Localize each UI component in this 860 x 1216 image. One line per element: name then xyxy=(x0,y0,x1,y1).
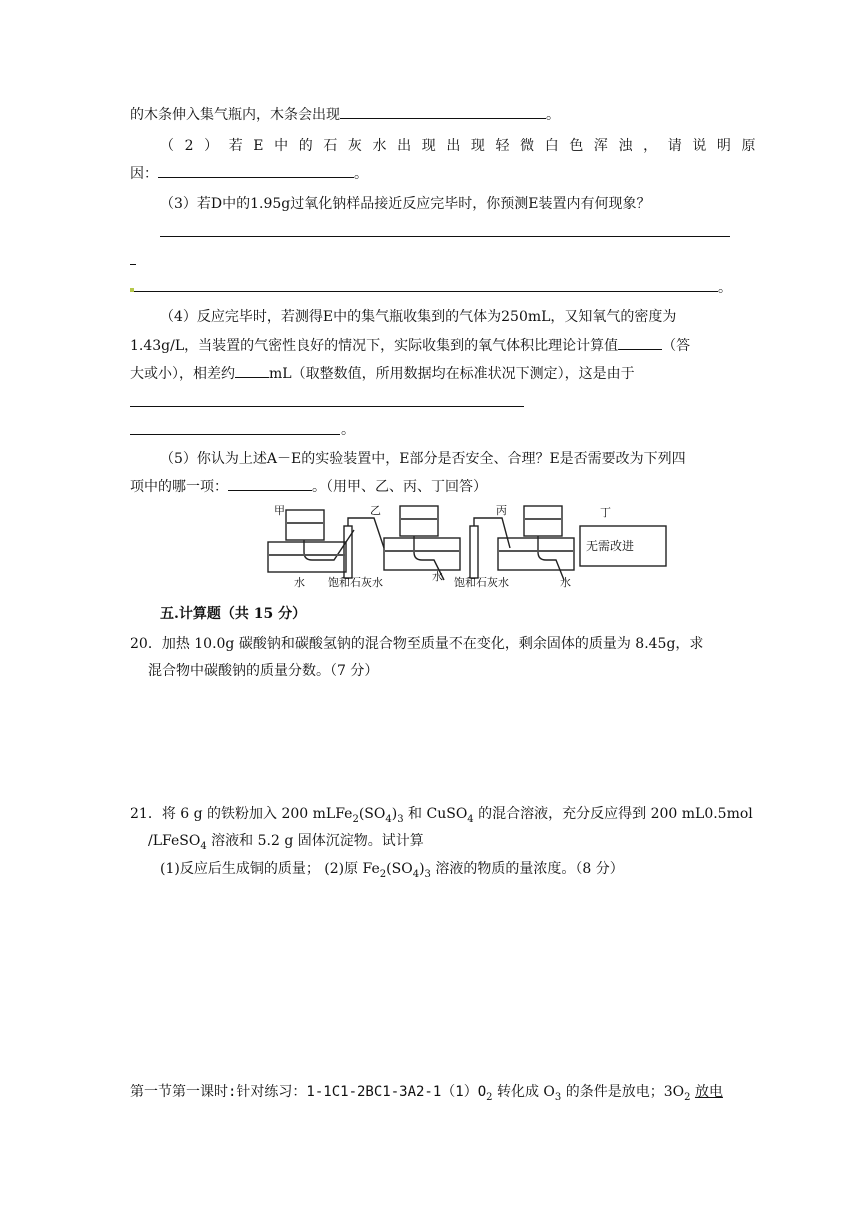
q19-part2-line1 xyxy=(160,136,766,156)
q21-line3 xyxy=(160,859,624,879)
answer-line[interactable] xyxy=(160,236,730,237)
q21-text3a: (1)反应后生成铜的质量； (2)原 Fe xyxy=(160,861,380,877)
yi-water-level xyxy=(401,518,437,520)
q20-text1: 20．加热 10.0g 碳酸钠和碳酸氢钠的混合物至质量不在变化，剩余固体的质量为 8.45g，求 xyxy=(130,636,704,652)
bing-test-tube xyxy=(470,526,478,578)
q19-part3-text: （3）若D中的1.95g过氧化钠样品接近反应完毕时，你预测E装置内有何现象？ xyxy=(160,196,651,212)
label-yi: 乙 xyxy=(370,504,381,517)
q19-part4-line3 xyxy=(130,363,635,384)
label-jia: 甲 xyxy=(274,504,285,517)
bing-water-level xyxy=(525,518,561,520)
label-ding: 丁 xyxy=(600,506,611,519)
footer-sub: 3 xyxy=(554,1091,562,1103)
section-title xyxy=(160,604,306,624)
q21-sub: 4 xyxy=(200,840,207,852)
q20-text2: 混合物中碳酸钠的质量分数。（7 分） xyxy=(148,663,379,679)
answer-blank[interactable] xyxy=(228,476,312,491)
answer-blank[interactable] xyxy=(618,335,662,350)
q19-part4-text1: （4）反应完毕时，若测得E中的集气瓶收集到的气体为250mL，又知氧气的密度为 xyxy=(160,309,677,325)
q19-part5-line1 xyxy=(160,449,686,469)
q20-line1 xyxy=(130,634,703,654)
label-water-1: 水 xyxy=(294,576,305,589)
q21-text1g: 和 CuSO xyxy=(403,806,468,822)
q21-text1e: ) xyxy=(391,806,398,822)
q19-part4-text2: 1.43g/L，当装置的气密性良好的情况下，实际收集到的氧气体积比理论计算值 xyxy=(130,338,619,354)
bing-trough-water xyxy=(499,550,573,552)
q21-text1a: 21．将 6 g 的铁粉加入 200 mLFe xyxy=(130,806,353,822)
label-water-2: 水 xyxy=(432,570,443,583)
ding-box-text: 无需改进 xyxy=(586,539,635,553)
q19-part5-text1: （5）你认为上述A－E的实验装置中，E部分是否安全、合理？E是否需要改为下列四 xyxy=(160,451,686,467)
q19-part5-line2 xyxy=(130,476,487,497)
q19-part2-end: 。 xyxy=(354,166,368,182)
footer-sub: 2 xyxy=(684,1091,691,1103)
q21-sub: 3 xyxy=(397,813,404,825)
q19-part2-line2 xyxy=(130,163,368,184)
label-limewater-2: 饱和石灰水 xyxy=(454,576,509,589)
yi-trough-water xyxy=(385,550,459,552)
footer-sub: 2 xyxy=(486,1091,493,1103)
q21-text3e: ) xyxy=(419,861,425,877)
answer-line[interactable] xyxy=(130,434,340,435)
answer-blank[interactable] xyxy=(235,363,269,378)
bing-tube-a xyxy=(474,518,510,548)
q21-sub: 4 xyxy=(385,813,392,825)
q19-part5-text2b: 。（用甲、乙、丙、丁回答） xyxy=(312,479,487,495)
footer-text-a: 第一节第一课时:针对练习：1-1C1-2BC1-3A2-1（1）O xyxy=(130,1084,487,1100)
q21-text2c: 溶液和 5.2 g 固体沉淀物。试计算 xyxy=(206,833,424,849)
q21-sub: 4 xyxy=(412,868,420,880)
q21-sub: 3 xyxy=(424,868,431,880)
q19-part4-line1 xyxy=(160,307,676,327)
q21-text3g: 溶液的物质的量浓度。（8 分） xyxy=(430,861,624,877)
jia-trough xyxy=(268,542,346,572)
jia-bottle xyxy=(286,510,324,540)
bing-bottle xyxy=(524,506,562,536)
yi-tube-a xyxy=(348,518,384,548)
yi-trough xyxy=(384,538,460,570)
q19-part4-text3: 大或小），相差约 xyxy=(130,366,235,382)
q19-part4-text2b: （答 xyxy=(662,338,691,354)
answer-line[interactable] xyxy=(134,291,718,292)
q19-part2-prefix: 因： xyxy=(130,166,158,182)
yi-bottle xyxy=(400,506,438,536)
q19-part3 xyxy=(160,194,650,214)
q21-sub: 2 xyxy=(352,813,359,825)
jia-trough-water xyxy=(269,554,345,556)
q21-text2a: /LFeSO xyxy=(148,833,201,849)
answer-line[interactable] xyxy=(130,406,524,407)
bing-trough xyxy=(498,538,574,570)
answer-blank[interactable] xyxy=(158,163,354,178)
q19-part3-end xyxy=(718,278,732,298)
q21-text3c: (SO xyxy=(386,861,413,877)
q19-line0-text: 的木条伸入集气瓶内，木条会出现 xyxy=(130,107,340,123)
q21-line2 xyxy=(148,831,424,851)
q19-line0-end: 。 xyxy=(546,107,560,123)
q19-part4-period: 。 xyxy=(341,422,355,438)
q21-text1c: (SO xyxy=(358,806,386,822)
label-water-3: 水 xyxy=(560,576,571,589)
label-bing: 丙 xyxy=(496,504,507,517)
q19-part4-text3b: mL（取整数值，所用数据均在标准状况下测定），这是由于 xyxy=(269,366,635,382)
q21-sub: 4 xyxy=(467,813,474,825)
q21-sub: 2 xyxy=(379,868,387,880)
q19-part5-text2: 项中的哪一项： xyxy=(130,479,228,495)
section-title-text: 五.计算题（共 15 分） xyxy=(160,606,307,622)
q19-part2-text: （2）若E中的石灰水出现出现轻微白色浑浊，请说明原 xyxy=(160,138,767,154)
q19-part4-line2 xyxy=(130,335,690,356)
apparatus-figure xyxy=(264,504,635,594)
footer-underlined: 放电 xyxy=(694,1084,723,1100)
q19-part4-end xyxy=(341,420,355,440)
q20-line2 xyxy=(148,661,378,681)
footer-answers xyxy=(130,1082,723,1102)
label-limewater-1: 饱和石灰水 xyxy=(328,576,383,589)
q19-line0 xyxy=(130,104,560,125)
answer-dash xyxy=(130,264,136,265)
q21-line1 xyxy=(130,804,753,824)
bing-tube-b xyxy=(538,536,564,580)
jia-water-level xyxy=(287,522,323,524)
footer-text-e: 的条件是放电；3O xyxy=(561,1084,685,1100)
answer-blank[interactable] xyxy=(340,104,546,119)
q21-text1i: 的混合溶液，充分反应得到 200 mL0.5mol xyxy=(473,806,753,822)
footer-text-c: 转化成 O xyxy=(492,1084,555,1100)
q19-part3-period: 。 xyxy=(718,280,732,296)
